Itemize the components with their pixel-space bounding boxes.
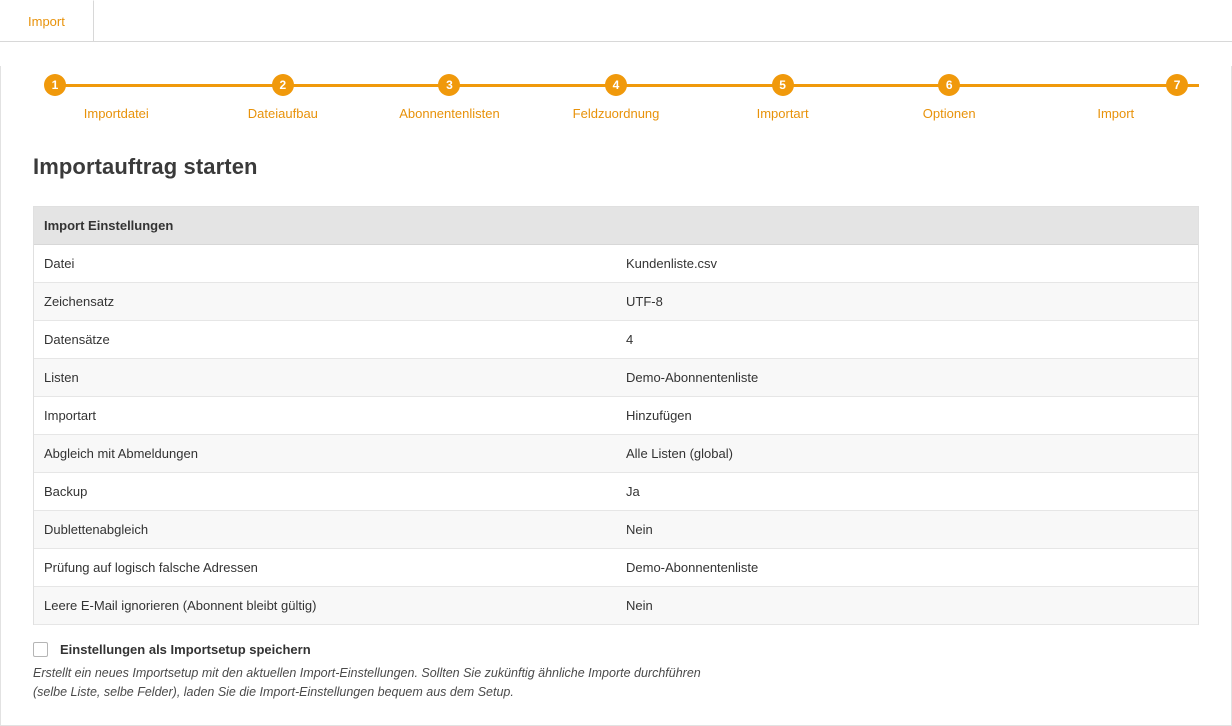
wizard-step-import[interactable] <box>1032 66 1199 121</box>
wizard-step-importdatei[interactable] <box>33 66 200 121</box>
row-label: Zeichensatz <box>34 283 616 321</box>
table-row <box>34 321 1198 359</box>
page-container <box>0 66 1232 726</box>
row-label: Abgleich mit Abmeldungen <box>34 435 616 473</box>
row-label: Dublettenabgleich <box>34 511 616 549</box>
row-label: Backup <box>34 473 616 511</box>
table-row <box>34 245 1198 283</box>
wizard-stepper <box>33 66 1199 136</box>
step-number-badge: 2 <box>272 74 294 96</box>
row-label: Listen <box>34 359 616 397</box>
table-row <box>34 549 1198 587</box>
table-row <box>34 473 1198 511</box>
step-label: Importart <box>756 106 809 121</box>
step-label: Optionen <box>922 106 976 121</box>
step-label: Abonnentenlisten <box>399 106 500 121</box>
row-value: 4 <box>616 321 1198 359</box>
row-value: UTF-8 <box>616 283 1198 321</box>
import-settings-table <box>33 206 1199 625</box>
step-label: Dateiaufbau <box>247 106 318 121</box>
table-header-row <box>34 207 1198 245</box>
row-value: Alle Listen (global) <box>616 435 1198 473</box>
table-row <box>34 359 1198 397</box>
row-value: Hinzufügen <box>616 397 1198 435</box>
row-value: Ja <box>616 473 1198 511</box>
table-row <box>34 511 1198 549</box>
tab-import[interactable]: Import <box>0 0 94 41</box>
wizard-step-dateiaufbau[interactable] <box>200 66 367 121</box>
step-number-badge: 3 <box>438 74 460 96</box>
wizard-step-optionen[interactable] <box>866 66 1033 121</box>
save-setup-label: Einstellungen als Importsetup speichern <box>60 642 311 657</box>
save-setup-row <box>33 642 1231 657</box>
row-label: Datensätze <box>34 321 616 359</box>
wizard-step-importart[interactable] <box>699 66 866 121</box>
row-label: Datei <box>34 245 616 283</box>
save-setup-hint: Erstellt ein neues Importsetup mit den aktuellen Import-Einstellungen. Sollten Sie zukünftig ähnliche Importe durchführen (selbe Liste, selbe Felder), laden Sie die Import-Einstellungen bequem aus dem Setup. <box>33 666 701 700</box>
table-row <box>34 587 1198 625</box>
step-number-badge: 1 <box>44 74 66 96</box>
table-row <box>34 397 1198 435</box>
row-label: Prüfung auf logisch falsche Adressen <box>34 549 616 587</box>
table-row <box>34 283 1198 321</box>
row-value: Nein <box>616 511 1198 549</box>
row-value: Demo-Abonnentenliste <box>616 359 1198 397</box>
wizard-step-abonnentenlisten[interactable] <box>366 66 533 121</box>
page-title: Importauftrag starten <box>33 154 258 179</box>
row-value: Demo-Abonnentenliste <box>616 549 1198 587</box>
row-value: Nein <box>616 587 1198 625</box>
row-label: Leere E-Mail ignorieren (Abonnent bleibt gültig) <box>34 587 616 625</box>
step-label: Importdatei <box>83 106 149 121</box>
wizard-step-feldzuordnung[interactable] <box>533 66 700 121</box>
tab-bar <box>0 0 1232 42</box>
row-label: Importart <box>34 397 616 435</box>
step-label: Feldzuordnung <box>572 106 660 121</box>
step-label: Import <box>1097 106 1135 121</box>
save-setup-checkbox[interactable] <box>33 642 48 657</box>
step-number-badge: 4 <box>605 74 627 96</box>
table-header-label: Import Einstellungen <box>34 207 1198 245</box>
step-number-badge: 6 <box>938 74 960 96</box>
table-row <box>34 435 1198 473</box>
step-number-badge: 7 <box>1166 74 1188 96</box>
row-value: Kundenliste.csv <box>616 245 1198 283</box>
step-number-badge: 5 <box>772 74 794 96</box>
